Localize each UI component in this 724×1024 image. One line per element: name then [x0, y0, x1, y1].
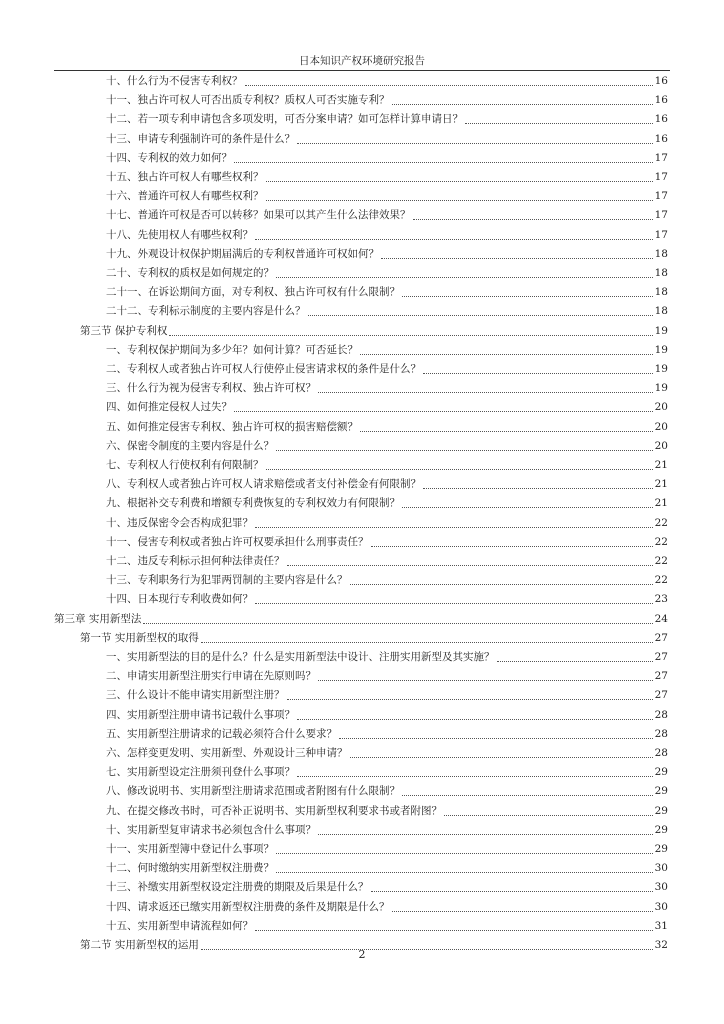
- toc-entry-page: 18: [654, 305, 668, 318]
- toc-entry-page: 20: [654, 439, 668, 452]
- toc-entry[interactable]: [106, 72, 668, 90]
- dot-leader: [350, 756, 653, 758]
- toc-entry[interactable]: [106, 706, 668, 724]
- toc-entry-page: 31: [654, 919, 668, 932]
- dot-leader: [360, 430, 653, 432]
- toc-entry-page: 27: [654, 689, 668, 702]
- toc-entry-page: 18: [654, 286, 668, 299]
- toc-entry-title: 九、根据补交专利费和增额专利费恢复的专利权效力有何限制？: [106, 497, 400, 510]
- dot-leader: [371, 890, 653, 892]
- dot-leader: [318, 391, 653, 393]
- toc-entry-page: 27: [654, 631, 668, 644]
- toc-entry[interactable]: [106, 341, 668, 359]
- toc-entry[interactable]: [106, 744, 668, 762]
- toc-entry-title: 十五、独占许可权人有哪些权利？: [106, 171, 264, 183]
- toc-entry[interactable]: [106, 494, 668, 512]
- toc-entry-page: 28: [654, 708, 668, 721]
- toc-entry-page: 20: [654, 401, 668, 414]
- toc-entry[interactable]: [106, 168, 668, 186]
- toc-entry[interactable]: [106, 590, 668, 608]
- toc-entry-page: 24: [654, 612, 668, 625]
- toc-entry-title: 十、实用新型复审请求书必须包含什么事项？: [106, 823, 316, 836]
- toc-entry-title: 第一节 实用新型权的取得: [80, 631, 199, 644]
- toc-entry[interactable]: [106, 667, 668, 685]
- toc-entry[interactable]: [106, 917, 668, 935]
- dot-leader: [234, 410, 653, 412]
- toc-entry[interactable]: [106, 398, 668, 416]
- toc-entry-title: 十四、专利权的效力如何？: [106, 151, 232, 164]
- dot-leader: [266, 468, 653, 470]
- toc-section[interactable]: [80, 629, 668, 647]
- toc-entry-page: 17: [654, 190, 668, 203]
- dot-leader: [402, 506, 653, 508]
- toc-entry[interactable]: [106, 514, 668, 532]
- toc-entry-page: 29: [654, 823, 668, 836]
- toc-entry-page: 29: [654, 766, 668, 779]
- toc-entry-page: 30: [654, 862, 668, 875]
- toc-entry[interactable]: [106, 91, 668, 109]
- toc-entry-title: 三、什么设计不能申请实用新型注册？: [106, 689, 285, 702]
- toc-entry[interactable]: [106, 802, 668, 820]
- toc-entry[interactable]: [106, 782, 668, 800]
- dot-leader: [465, 122, 653, 124]
- toc-entry[interactable]: [106, 302, 668, 320]
- toc-entry[interactable]: [106, 878, 668, 896]
- dot-leader: [297, 718, 653, 720]
- dot-leader: [423, 372, 653, 374]
- toc-entry-title: 六、怎样变更发明、实用新型、外观设计三种申请？: [106, 747, 348, 759]
- toc-entry-page: 18: [654, 247, 668, 260]
- toc-entry-page: 22: [654, 535, 668, 548]
- dot-leader: [350, 583, 653, 585]
- toc-entry-title: 第三节 保护专利权: [80, 324, 168, 337]
- dot-leader: [276, 276, 653, 278]
- toc-entry-title: 五、如何推定侵害专利权、独占许可权的损害赔偿额？: [106, 420, 358, 433]
- dot-leader: [255, 526, 653, 528]
- dot-leader: [392, 103, 653, 105]
- toc-entry[interactable]: [106, 456, 668, 474]
- toc-entry-page: 17: [654, 209, 668, 222]
- page-number: 2: [358, 948, 366, 961]
- toc-entry-page: 17: [654, 171, 668, 183]
- toc-entry-title: 十一、独占许可权人可否出质专利权？质权人可否实施专利？: [106, 94, 390, 107]
- toc-entry-title: 十二、违反专利标示担何种法律责任？: [106, 555, 285, 567]
- toc-entry-title: 十五、实用新型申请流程如何？: [106, 919, 253, 932]
- toc-entry-title: 第二节 实用新型权的运用: [80, 939, 199, 951]
- toc-entry-title: 二、专利权人或者独占许可权人行使停止侵害请求权的条件是什么？: [106, 363, 421, 375]
- toc-entry-title: 十、什么行为不侵害专利权？: [106, 75, 243, 87]
- toc-entry[interactable]: [106, 226, 668, 244]
- dot-leader: [381, 257, 653, 259]
- toc-entry-page: 32: [654, 939, 668, 951]
- toc-entry-title: 十二、何时缴纳实用新型权注册费？: [106, 862, 274, 875]
- toc-entry-page: 27: [654, 670, 668, 683]
- toc-entry-page: 23: [654, 593, 668, 606]
- toc-entry[interactable]: [106, 418, 668, 436]
- toc-entry[interactable]: [106, 283, 668, 301]
- dot-leader: [444, 814, 653, 816]
- dot-leader: [402, 295, 653, 297]
- dot-leader: [423, 487, 653, 489]
- dot-leader: [234, 161, 653, 163]
- toc-entry[interactable]: [106, 648, 668, 666]
- dot-leader: [308, 314, 653, 316]
- toc-entry[interactable]: [106, 130, 668, 148]
- toc-entry-page: 27: [654, 651, 668, 663]
- toc-entry-page: 17: [654, 228, 668, 241]
- toc-entry-title: 十四、请求返还已缴实用新型权注册费的条件及期限是什么？: [106, 900, 390, 913]
- toc-entry-page: 17: [654, 151, 668, 164]
- toc-entry-title: 五、实用新型注册请求的记载必须符合什么要求？: [106, 727, 337, 740]
- dot-leader: [266, 199, 653, 201]
- toc-entry-title: 四、如何推定侵权人过失？: [106, 401, 232, 414]
- toc-entry-title: 十三、补缴实用新型权设定注册费的期限及后果是什么？: [106, 881, 369, 894]
- dot-leader: [318, 679, 653, 681]
- toc-entry-title: 二十二、专利标示制度的主要内容是什么？: [106, 305, 306, 318]
- toc-entry-title: 第三章 实用新型法: [54, 612, 142, 625]
- toc-entry-title: 四、实用新型注册申请书记载什么事项？: [106, 708, 295, 721]
- toc-entry[interactable]: [106, 533, 668, 551]
- dot-leader: [143, 622, 652, 624]
- toc-entry-page: 29: [654, 804, 668, 817]
- toc-entry-title: 十、违反保密令会否构成犯罪？: [106, 516, 253, 529]
- toc-entry-page: 28: [654, 727, 668, 740]
- toc-entry[interactable]: [106, 552, 668, 570]
- toc-entry-title: 十四、日本现行专利收费如何？: [106, 593, 253, 606]
- dot-leader: [276, 449, 653, 451]
- toc-entry-title: 八、修改说明书、实用新型注册请求范围或者附图有什么限制？: [106, 785, 400, 798]
- toc-entry[interactable]: [106, 245, 668, 263]
- dot-leader: [339, 737, 653, 739]
- dot-leader: [276, 852, 653, 854]
- dot-leader: [245, 84, 653, 86]
- toc-entry[interactable]: [106, 187, 668, 205]
- dot-leader: [497, 660, 653, 662]
- toc-entry-title: 十三、申请专利强制许可的条件是什么？: [106, 132, 295, 145]
- dot-leader: [371, 545, 653, 547]
- dot-leader: [169, 334, 652, 336]
- dot-leader: [318, 833, 653, 835]
- dot-leader: [413, 218, 653, 220]
- dot-leader: [255, 929, 653, 931]
- dot-leader: [255, 238, 653, 240]
- toc-entry-page: 16: [654, 132, 668, 145]
- toc-entry-title: 八、专利权人或者独占许可权人请求赔偿或者支付补偿金有何限制？: [106, 478, 421, 491]
- toc-entry[interactable]: [106, 686, 668, 704]
- toc-entry-page: 21: [654, 478, 668, 491]
- toc-entry-title: 十一、侵害专利权或者独占许可权要承担什么刑事责任？: [106, 535, 369, 548]
- toc-entry[interactable]: [106, 763, 668, 781]
- dot-leader: [392, 910, 653, 912]
- header-title: 日本知识产权环境研究报告: [299, 55, 425, 67]
- dot-leader: [297, 775, 653, 777]
- toc-section[interactable]: [80, 322, 668, 340]
- toc-entry-title: 七、实用新型设定注册须刊登什么事项？: [106, 766, 295, 779]
- dot-leader: [276, 871, 653, 873]
- toc-entry-page: 21: [654, 459, 668, 471]
- dot-leader: [255, 602, 653, 604]
- toc-entry-page: 16: [654, 94, 668, 107]
- toc-entry[interactable]: [106, 821, 668, 839]
- toc-entry[interactable]: [106, 437, 668, 455]
- toc-entry[interactable]: [106, 859, 668, 877]
- toc-entry[interactable]: [106, 149, 668, 167]
- toc-entry-title: 一、专利权保护期间为多少年？如何计算？可否延长？: [106, 343, 358, 356]
- toc-entry-title: 十二、若一项专利申请包含多项发明，可否分案申请？如可怎样计算申请日？: [106, 113, 463, 126]
- dot-leader: [287, 698, 653, 700]
- dot-leader: [402, 794, 653, 796]
- dot-leader: [297, 142, 653, 144]
- dot-leader: [201, 641, 653, 643]
- toc-entry-title: 十八、先使用权人有哪些权利？: [106, 228, 253, 241]
- toc-entry-page: 22: [654, 574, 668, 587]
- toc-entry-page: 20: [654, 420, 668, 433]
- toc-entry-page: 19: [654, 343, 668, 356]
- toc-entry-title: 二、申请实用新型注册实行申请在先原则吗？: [106, 670, 316, 683]
- toc-entry-page: 16: [654, 113, 668, 126]
- toc-entry-title: 十一、实用新型簿中登记什么事项？: [106, 843, 274, 855]
- toc-entry[interactable]: [106, 206, 668, 224]
- toc-entry[interactable]: [106, 475, 668, 493]
- toc-entry-title: 十三、专利职务行为犯罪两罚制的主要内容是什么？: [106, 574, 348, 587]
- toc-entry[interactable]: [106, 360, 668, 378]
- toc-entry-title: 十六、普通许可权人有哪些权利？: [106, 190, 264, 203]
- toc-entry-page: 22: [654, 555, 668, 567]
- toc-chapter[interactable]: [54, 610, 668, 628]
- toc-entry-title: 十九、外观设计权保护期届满后的专利权普通许可权如何？: [106, 247, 379, 260]
- toc-entry-page: 29: [654, 843, 668, 855]
- toc-entry-page: 21: [654, 497, 668, 510]
- running-header: [54, 52, 670, 71]
- toc-entry-page: 18: [654, 267, 668, 279]
- toc-entry-page: 19: [654, 382, 668, 395]
- toc-entry-page: 19: [654, 324, 668, 337]
- toc-entry-page: 19: [654, 363, 668, 375]
- toc-entry[interactable]: [106, 898, 668, 916]
- toc-entry-title: 七、专利权人行使权利有何限制？: [106, 459, 264, 471]
- toc-entry-page: 29: [654, 785, 668, 798]
- toc-entry-page: 30: [654, 900, 668, 913]
- toc-entry[interactable]: [106, 264, 668, 282]
- dot-leader: [360, 353, 653, 355]
- toc-entry-page: 28: [654, 747, 668, 759]
- toc-entry[interactable]: [106, 571, 668, 589]
- toc-entry-page: 16: [654, 75, 668, 87]
- toc-entry-page: 30: [654, 881, 668, 894]
- toc-entry[interactable]: [106, 110, 668, 128]
- toc-entry-title: 一、实用新型法的目的是什么？什么是实用新型法中设计、注册实用新型及其实施？: [106, 651, 495, 663]
- toc-entry[interactable]: [106, 379, 668, 397]
- toc-entry-title: 二十、专利权的质权是如何规定的？: [106, 267, 274, 279]
- toc-entry-title: 九、在提交修改书时，可否补正说明书、实用新型权利要求书或者附图？: [106, 804, 442, 817]
- toc-entry-title: 三、什么行为视为侵害专利权、独占许可权？: [106, 382, 316, 395]
- toc-entry-title: 二十一、在诉讼期间方面，对专利权、独占许可权有什么限制？: [106, 286, 400, 299]
- toc-entry-page: 22: [654, 516, 668, 529]
- toc-entry[interactable]: [106, 725, 668, 743]
- toc-entry-title: 六、保密令制度的主要内容是什么？: [106, 439, 274, 452]
- dot-leader: [266, 180, 653, 182]
- toc-entry[interactable]: [106, 840, 668, 858]
- dot-leader: [287, 564, 653, 566]
- toc-entry-title: 十七、普通许可权是否可以转移？如果可以其产生什么法律效果？: [106, 209, 411, 222]
